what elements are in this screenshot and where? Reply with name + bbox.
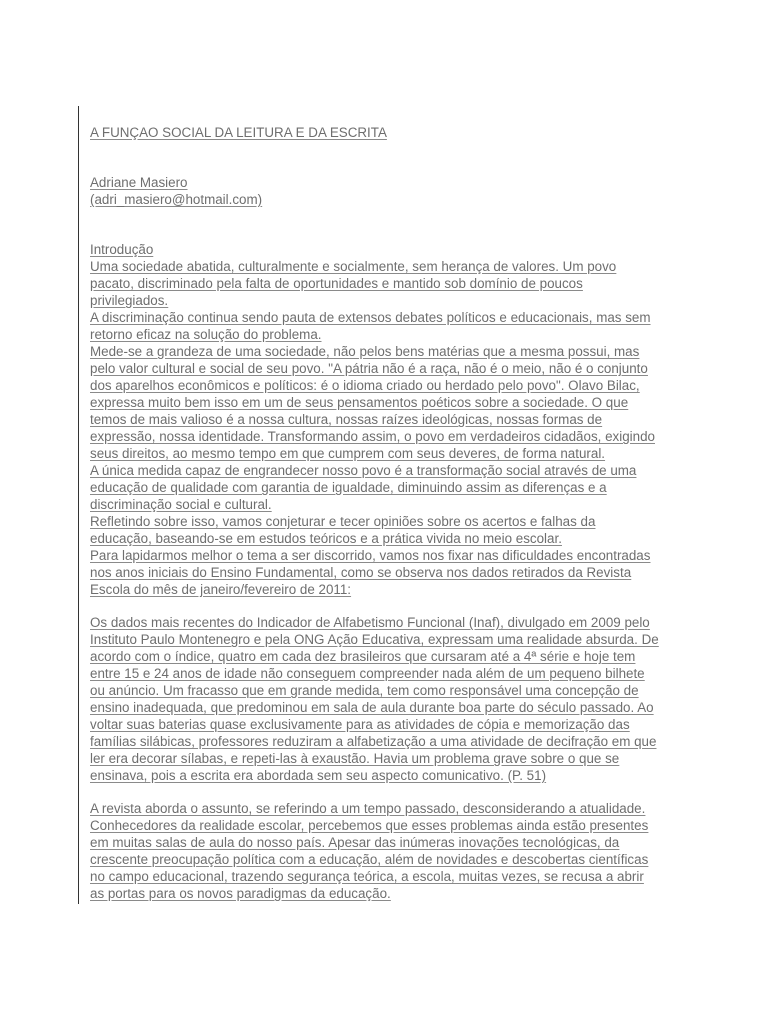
text-line: retorno eficaz na solução do problema. — [90, 327, 322, 342]
text-line: Para lapidarmos melhor o tema a ser discorrido, vamos nos fixar nas dificuldades encontradas — [90, 548, 651, 563]
text-line: em muitas salas de aula do nosso país. Apesar das inúmeras inovações tecnológicas, da — [90, 835, 620, 850]
document-body — [90, 124, 680, 902]
text-line: expressa muito bem isso em um de seus pensamentos poéticos sobre a sociedade. O que — [90, 395, 629, 410]
text-line: Mede-se a grandeza de uma sociedade, não pelos bens matérias que a mesma possui, mas — [90, 344, 640, 359]
author-email: (adri_masiero@hotmail.com) — [90, 192, 263, 207]
spacer — [90, 598, 680, 614]
text-line: expressão, nossa identidade. Transformando assim, o povo em verdadeiros cidadãos, exigindo — [90, 429, 655, 444]
text-line: acordo com o índice, quatro em cada dez brasileiros que cursaram até a 4ª série e hoje tem — [90, 649, 636, 664]
text-line: pelo valor cultural e social de seu povo. "A pátria não é a raça, não é o meio, não é o conjunto — [90, 361, 648, 376]
text-line: discriminação social e cultural. — [90, 497, 272, 512]
text-line: ensinava, pois a escrita era abordada sem seu aspecto comunicativo. (P. 51) — [90, 768, 547, 783]
text-line: A revista aborda o assunto, se referindo a um tempo passado, desconsiderando a atualidade. — [90, 801, 646, 816]
closing-paragraph — [90, 800, 680, 902]
text-line: temos de mais valioso é a nossa cultura, nossas raízes ideológicas, nossas formas de — [90, 412, 603, 427]
text-line: Conhecedores da realidade escolar, percebemos que esses problemas ainda estão presentes — [90, 818, 649, 833]
text-line: voltar suas baterias quase exclusivamente para as atividades de cópia e memorização das — [90, 717, 630, 732]
text-line: Instituto Paulo Montenegro e pela ONG Ação Educativa, expressam uma realidade absurda. De — [90, 632, 659, 647]
text-line: seus direitos, ao mesmo tempo em que cumprem com seus deveres, de forma natural. — [90, 446, 606, 461]
page-left-rule — [78, 106, 79, 904]
text-line: educação, baseando-se em estudos teóricos e a prática vivida no meio escolar. — [90, 531, 562, 546]
text-line: privilegiados. — [90, 293, 169, 308]
text-line: A discriminação continua sendo pauta de extensos debates políticos e educacionais, mas sem — [90, 310, 651, 325]
author-block — [90, 174, 680, 208]
text-line: Escola do mês de janeiro/fevereiro de 2011: — [90, 582, 352, 597]
text-line: crescente preocupação política com a educação, além de novidades e descobertas científicas — [90, 852, 649, 867]
text-line: no campo educacional, trazendo segurança teórica, a escola, muitas vezes, se recusa a abrir — [90, 869, 644, 884]
text-line: nos anos iniciais do Ensino Fundamental, como se observa nos dados retirados da Revista — [90, 565, 632, 580]
text-line: famílias silábicas, professores reduziram a alfabetização a uma atividade de decifração em que — [90, 734, 657, 749]
text-line: A única medida capaz de engrandecer nosso povo é a transformação social através de uma — [90, 463, 637, 478]
text-line: educação de qualidade com garantia de igualdade, diminuindo assim as diferenças e a — [90, 480, 607, 495]
text-line: pacato, discriminado pela falta de oportunidades e mantido sob domínio de poucos — [90, 276, 583, 291]
text-line: ensino inadequada, que predominou em sala de aula durante boa parte do século passado. Ao — [90, 700, 654, 715]
document-title: A FUNÇAO SOCIAL DA LEITURA E DA ESCRITA — [90, 125, 387, 140]
author-name: Adriane Masiero — [90, 175, 188, 190]
text-line: dos aparelhos econômicos e políticos: é o idioma criado ou herdado pelo povo". Olavo Bilac, — [90, 378, 640, 393]
intro-paragraph — [90, 258, 680, 598]
text-line: Os dados mais recentes do Indicador de Alfabetismo Funcional (Inaf), divulgado em 2009 pelo — [90, 615, 650, 630]
text-line: Refletindo sobre isso, vamos conjeturar e tecer opiniões sobre os acertos e falhas da — [90, 514, 596, 529]
text-line: ou anúncio. Um fracasso que em grande medida, tem como responsável uma concepção de — [90, 683, 639, 698]
text-line: as portas para os novos paradigmas da educação. — [90, 886, 391, 901]
intro-heading: Introdução — [90, 242, 154, 257]
quoted-paragraph — [90, 614, 680, 784]
text-line: ler era decorar sílabas, e repeti-las à exaustão. Havia um problema grave sobre o que se — [90, 751, 620, 766]
spacer — [90, 784, 680, 800]
text-line: entre 15 e 24 anos de idade não conseguem compreender nada além de um pequeno bilhete — [90, 666, 645, 681]
text-line: Uma sociedade abatida, culturalmente e socialmente, sem herança de valores. Um povo — [90, 259, 617, 274]
